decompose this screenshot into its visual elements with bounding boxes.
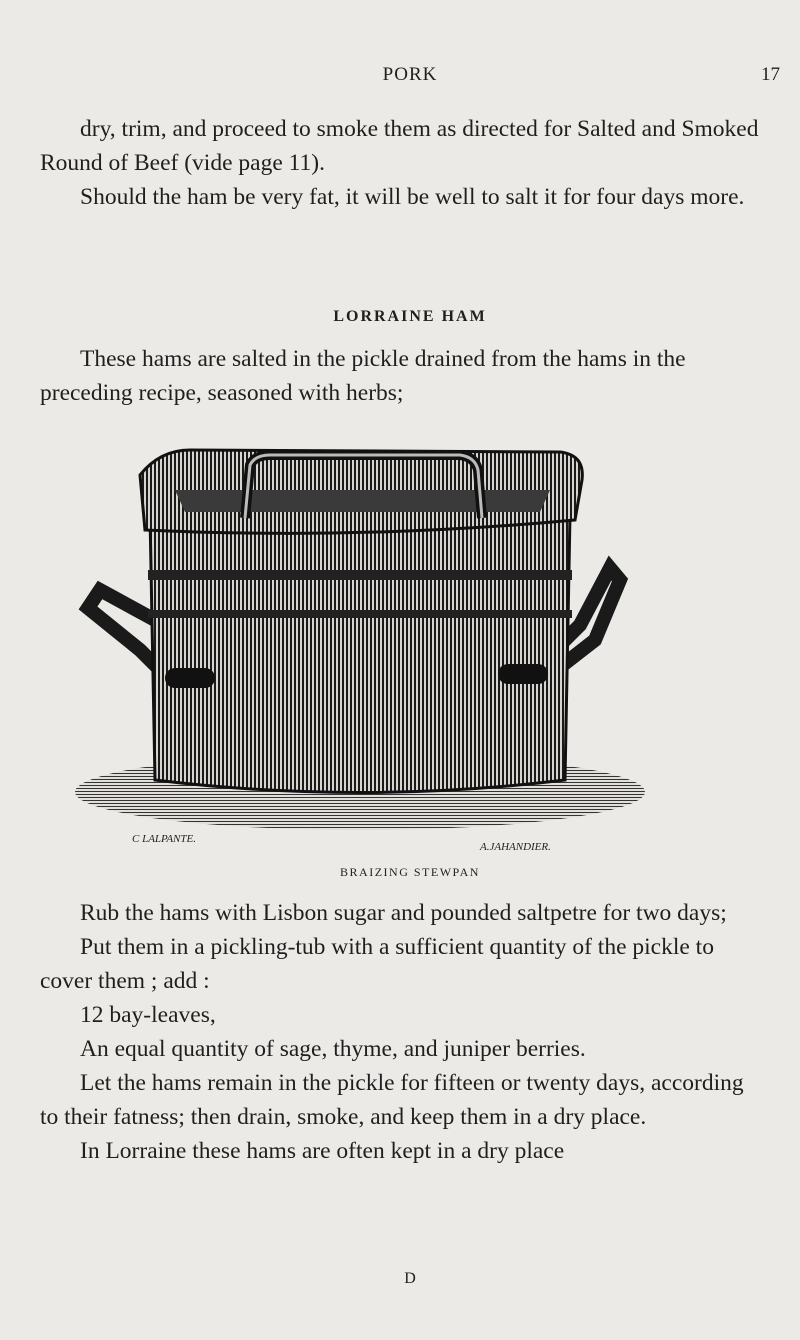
line-herbs: An equal quantity of sage, thyme, and juniper berries. bbox=[80, 1036, 586, 1062]
pan-band-upper bbox=[148, 570, 572, 580]
section-intro bbox=[40, 342, 760, 410]
braizing-stewpan-illustration bbox=[70, 440, 650, 860]
paragraph-fat-ham: Should the ham be very fat, it will be well to salt it for four days more. bbox=[80, 184, 745, 210]
pan-body bbox=[150, 515, 570, 793]
line-lorraine: In Lorraine these hams are often kept in a dry place bbox=[80, 1138, 565, 1164]
page-header bbox=[40, 64, 780, 94]
running-head: PORK bbox=[382, 64, 438, 85]
engraver-signature-right: A.JAHANDIER. bbox=[480, 841, 551, 853]
section-heading: LORRAINE HAM bbox=[333, 308, 487, 325]
line-rub: Rub the hams with Lisbon sugar and pounded saltpetre for two days; bbox=[80, 900, 727, 926]
lid-recess bbox=[175, 490, 550, 512]
body-text bbox=[40, 896, 760, 1168]
left-grip bbox=[165, 668, 215, 688]
line-pickling-tub: Put them in a pickling-tub with a sufficient quantity of the pickle to cover them ; add : bbox=[40, 934, 714, 994]
paragraph-intro: These hams are salted in the pickle drained from the hams in the preceding recipe, seasoned with herbs; bbox=[40, 346, 686, 406]
figure-caption: BRAIZING STEWPAN bbox=[340, 865, 480, 879]
top-text bbox=[40, 112, 760, 214]
stewpan-engraving bbox=[70, 440, 650, 860]
printer-signature: D bbox=[404, 1270, 416, 1287]
right-grip bbox=[498, 664, 548, 684]
pan-band-lower bbox=[148, 610, 572, 618]
paragraph-smoking: dry, trim, and proceed to smoke them as directed for Salted and Smoked Round of Beef (vide page 11). bbox=[40, 116, 759, 176]
engraver-signature-left: C LALPANTE. bbox=[132, 833, 196, 845]
line-bay-leaves: 12 bay-leaves, bbox=[80, 1002, 216, 1028]
line-remain: Let the hams remain in the pickle for fifteen or twenty days, according to their fatness; then drain, smoke, and keep them in a dry place. bbox=[40, 1070, 744, 1130]
page-number: 17 bbox=[761, 64, 780, 85]
